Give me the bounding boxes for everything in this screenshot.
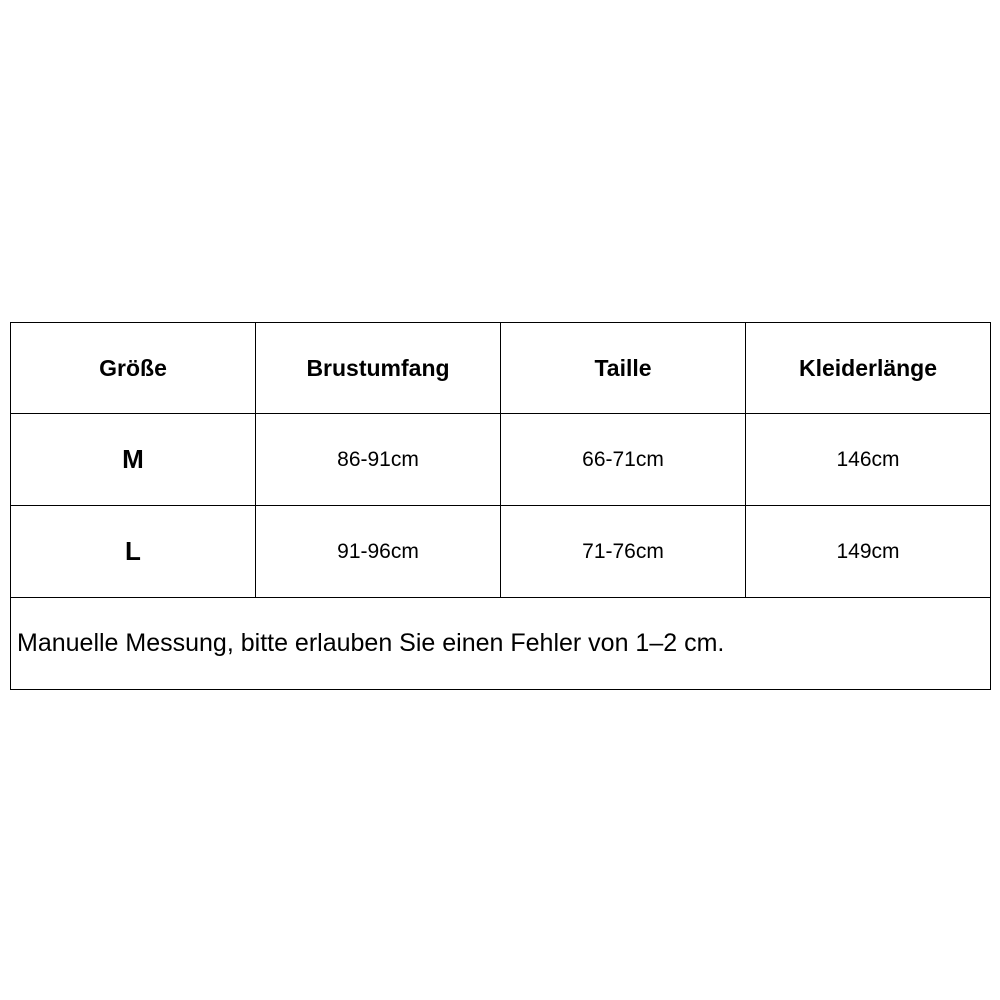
size-value: M [11, 414, 256, 506]
dress-length-value: 146cm [746, 414, 991, 506]
waist-value: 71-76cm [501, 506, 746, 598]
waist-value: 66-71cm [501, 414, 746, 506]
table-row [11, 506, 991, 598]
measurement-note: Manuelle Messung, bitte erlauben Sie einen Fehler von 1–2 cm. [11, 598, 991, 690]
bust-value: 91-96cm [256, 506, 501, 598]
size-value: L [11, 506, 256, 598]
note-row [11, 598, 991, 690]
header-size: Größe [11, 323, 256, 414]
table-row [11, 414, 991, 506]
bust-value: 86-91cm [256, 414, 501, 506]
header-dress-length: Kleiderlänge [746, 323, 991, 414]
header-waist: Taille [501, 323, 746, 414]
dress-length-value: 149cm [746, 506, 991, 598]
header-bust: Brustumfang [256, 323, 501, 414]
table-header-row [11, 323, 991, 414]
size-chart-table [10, 322, 991, 690]
